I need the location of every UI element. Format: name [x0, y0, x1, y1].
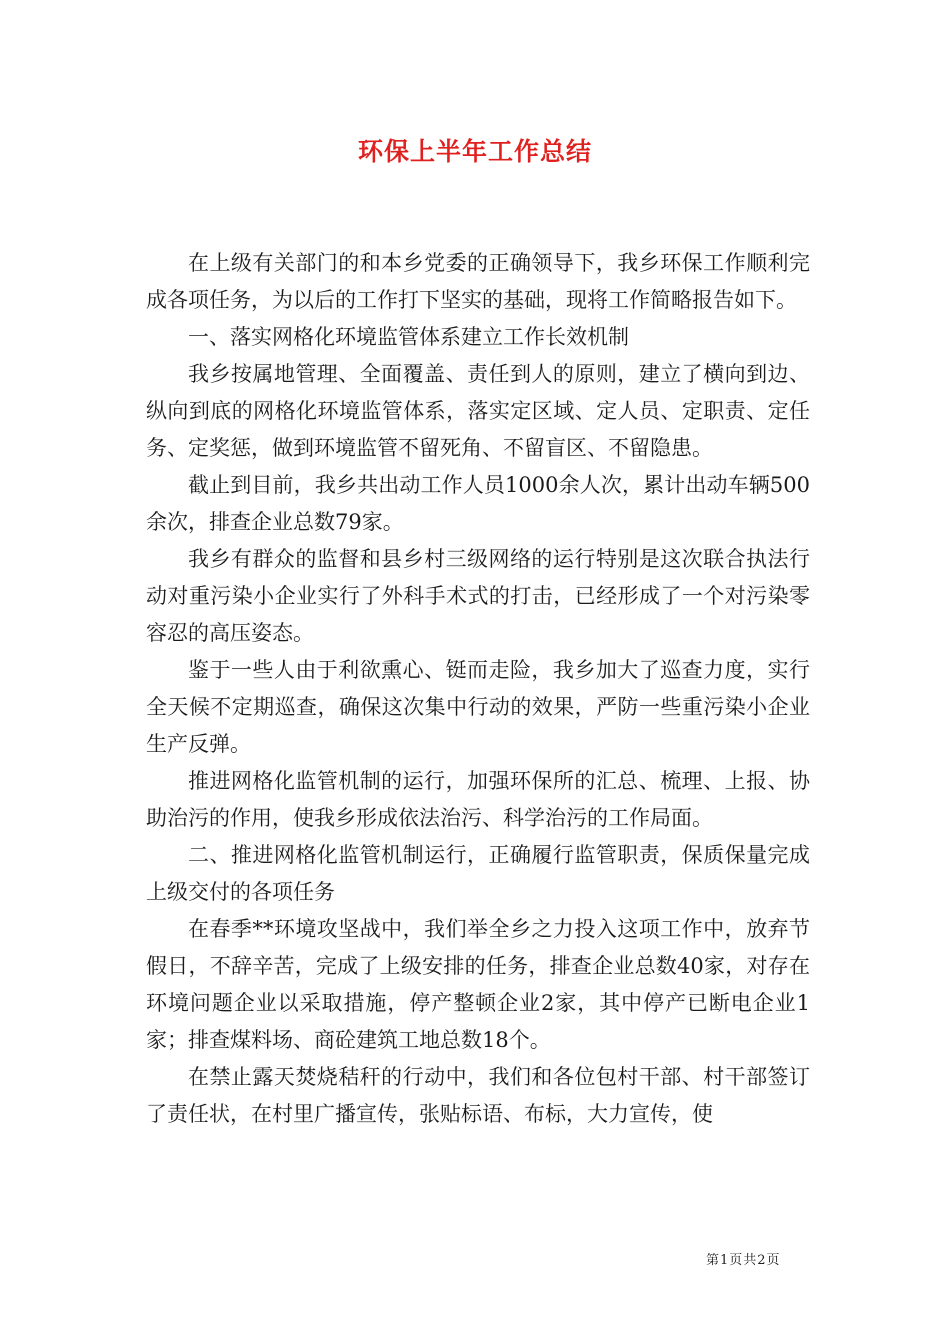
body-paragraph: 截止到目前，我乡共出动工作人员1000余人次，累计出动车辆500余次，排查企业总数79家。	[146, 473, 810, 534]
body-paragraph: 鉴于一些人由于利欲熏心、铤而走险，我乡加大了巡查力度，实行全天候不定期巡查，确保这次集中行动的效果，严防一些重污染小企业生产反弹。	[146, 658, 810, 756]
body-paragraph: 我乡有群众的监督和县乡村三级网络的运行特别是这次联合执法行动对重污染小企业实行了外科手术式的打击，已经形成了一个对污染零容忍的高压姿态。	[146, 547, 810, 645]
document-title: 环保上半年工作总结	[357, 137, 592, 166]
body-paragraph: 我乡按属地管理、全面覆盖、责任到人的原则，建立了横向到边、纵向到底的网格化环境监管体系，落实定区域、定人员、定职责、定任务、定奖惩，做到环境监管不留死角、不留盲区、不留隐患。	[146, 362, 810, 460]
body-paragraph: 推进网格化监管机制的运行，加强环保所的汇总、梳理、上报、协助治污的作用，使我乡形成依法治污、科学治污的工作局面。	[146, 769, 810, 830]
document-body	[146, 245, 810, 1133]
section-heading-1: 一、落实网格化环境监管体系建立工作长效机制	[188, 325, 629, 349]
body-paragraph: 在春季**环境攻坚战中，我们举全乡之力投入这项工作中，放弃节假日，不辞辛苦，完成了上级安排的任务，排查企业总数40家，对存在环境问题企业以采取措施，停产整顿企业2家，其中停产已断电企业1家；排查煤料场、商砼建筑工地总数18个。	[146, 917, 810, 1052]
body-paragraph: 在禁止露天焚烧秸秆的行动中，我们和各位包村干部、村干部签订了责任状，在村里广播宣传，张贴标语、布标，大力宣传，使	[146, 1065, 810, 1126]
page-number: 第1页共2页	[706, 1253, 781, 1268]
intro-paragraph: 在上级有关部门的和本乡党委的正确领导下，我乡环保工作顺利完成各项任务，为以后的工作打下坚实的基础，现将工作简略报告如下。	[146, 251, 810, 312]
section-heading-2: 二、推进网格化监管机制运行，正确履行监管职责，保质保量完成上级交付的各项任务	[146, 843, 810, 904]
